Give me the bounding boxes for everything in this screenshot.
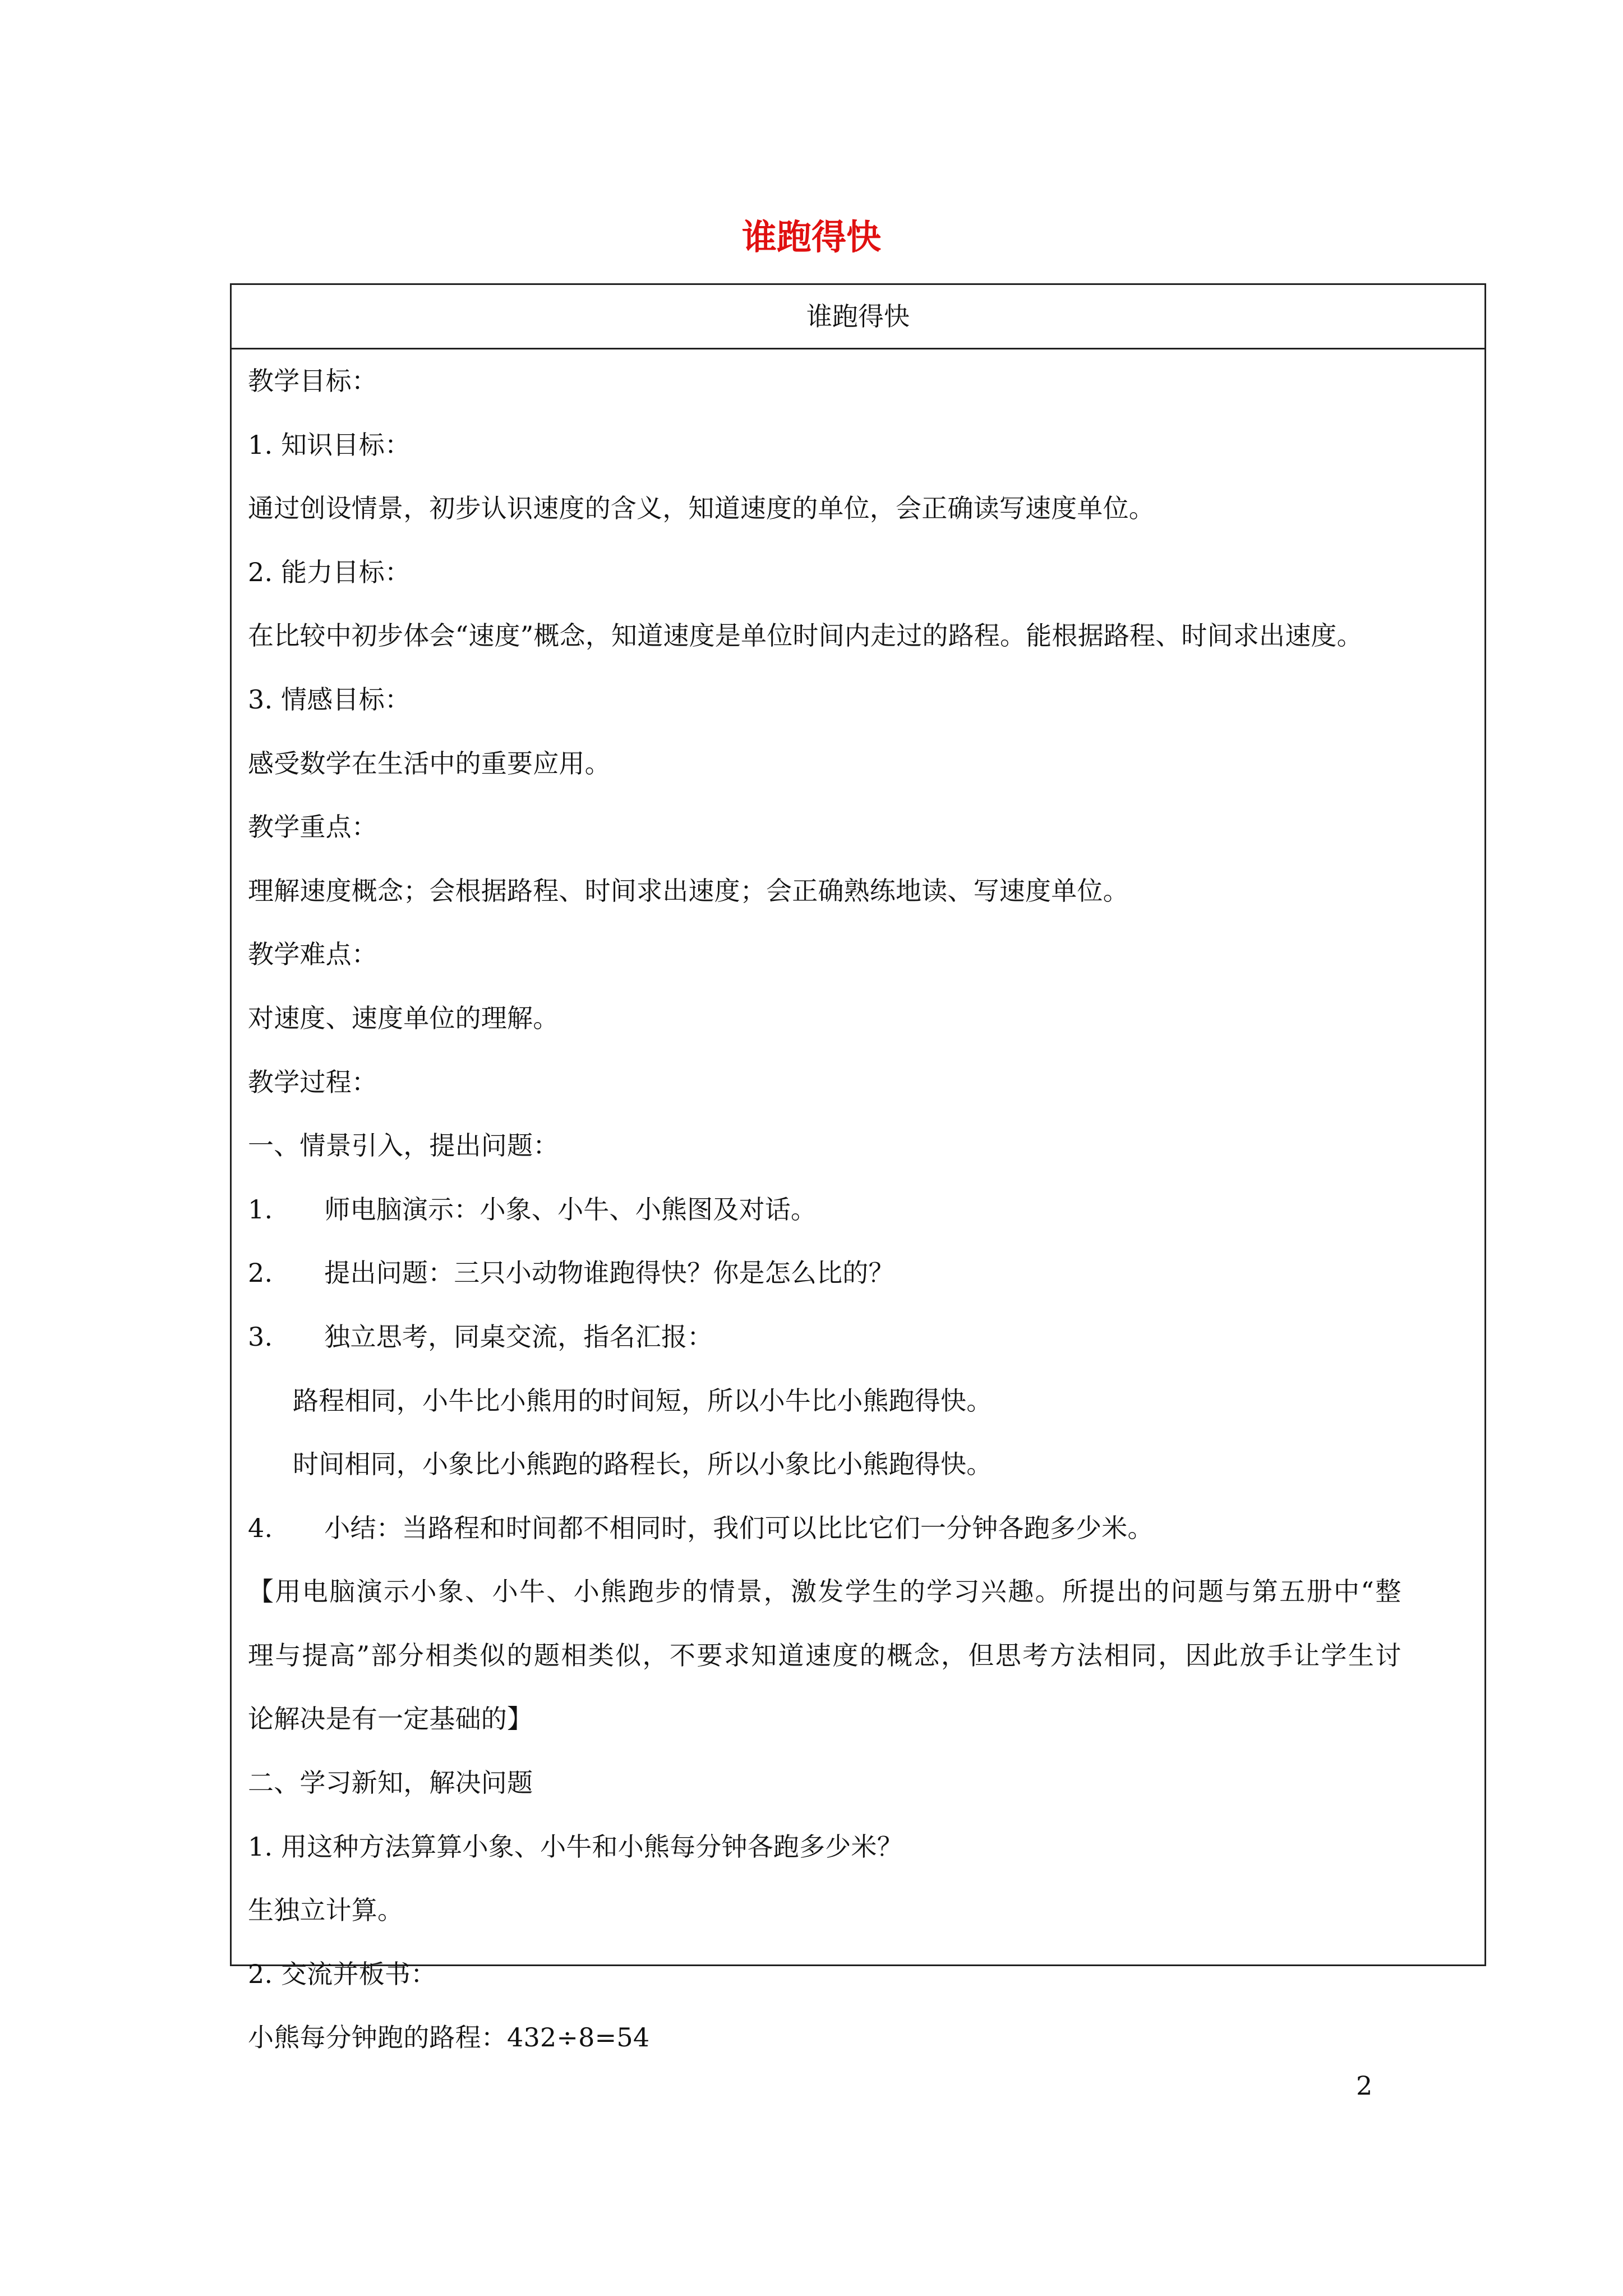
page-number: 2: [1356, 2070, 1373, 2101]
section-heading-difficulties: 教学难点：: [248, 939, 377, 970]
teaching-note-line: 论解决是有一定基础的】: [248, 1704, 533, 1734]
difficulties-text: 对速度、速度单位的理解。: [248, 1002, 559, 1033]
step-text: 小结：当路程和时间都不相同时，我们可以比比它们一分钟各跑多少米。: [324, 1512, 1154, 1543]
process-part-two-text: 生独立计算。: [248, 1895, 404, 1926]
knowledge-objective-heading: 1. 知识目标：: [248, 429, 411, 460]
section-heading-key-points: 教学重点：: [248, 812, 377, 843]
step-number: 2.: [248, 1258, 273, 1289]
process-part-two-step: 2. 交流并板书：: [248, 1958, 437, 1989]
step-text: 独立思考，同桌交流，指名汇报：: [324, 1321, 713, 1352]
process-part-one-heading: 一、情景引入，提出问题：: [248, 1130, 559, 1161]
step-text: 师电脑演示：小象、小牛、小熊图及对话。: [324, 1194, 817, 1225]
teaching-note-line: 【用电脑演示小象、小牛、小熊跑步的情景，激发学生的学习兴趣。所提出的问题与第五册中“整: [248, 1576, 1403, 1607]
table-body: [232, 349, 1484, 2070]
process-step: [248, 1178, 1484, 1242]
section-heading-process: 教学过程：: [248, 1066, 377, 1097]
knowledge-objective-text: 通过创设情景，初步认识速度的含义，知道速度的单位，会正确读写速度单位。: [248, 493, 1155, 524]
step-number: 1.: [248, 1194, 273, 1225]
calculation-line: 小熊每分钟跑的路程：432÷8=54: [248, 2022, 650, 2053]
document-title: 谁跑得快: [741, 217, 881, 257]
emotion-objective-text: 感受数学在生活中的重要应用。: [248, 748, 611, 779]
process-step: [248, 1497, 1484, 1561]
key-points-text: 理解速度概念；会根据路程、时间求出速度；会正确熟练地读、写速度单位。: [248, 875, 1129, 906]
process-step: [248, 1305, 1484, 1369]
report-line: 时间相同，小象比小熊跑的路程长，所以小象比小熊跑得快。: [293, 1449, 993, 1480]
lesson-plan-table: [230, 283, 1486, 2053]
teaching-note-line: 理与提高”部分相类似的题相类似，不要求知道速度的概念，但思考方法相同，因此放手让学生讨: [248, 1640, 1403, 1671]
emotion-objective-heading: 3. 情感目标：: [248, 684, 411, 715]
section-heading-objectives: 教学目标：: [248, 366, 377, 396]
table-header: 谁跑得快: [232, 285, 1484, 349]
ability-objective-text: 在比较中初步体会“速度”概念，知道速度是单位时间内走过的路程。能根据路程、时间求出速度。: [248, 620, 1363, 651]
step-text: 提出问题：三只小动物谁跑得快？你是怎么比的？: [324, 1258, 895, 1289]
process-part-two-heading: 二、学习新知，解决问题: [248, 1768, 533, 1798]
ability-objective-heading: 2. 能力目标：: [248, 556, 411, 587]
process-part-two-step: 1. 用这种方法算算小象、小牛和小熊每分钟各跑多少米？: [248, 1831, 903, 1862]
process-step: [248, 1241, 1484, 1305]
step-number: 3.: [248, 1321, 273, 1352]
step-number: 4.: [248, 1512, 273, 1543]
report-line: 路程相同，小牛比小熊用的时间短，所以小牛比小熊跑得快。: [293, 1385, 993, 1416]
